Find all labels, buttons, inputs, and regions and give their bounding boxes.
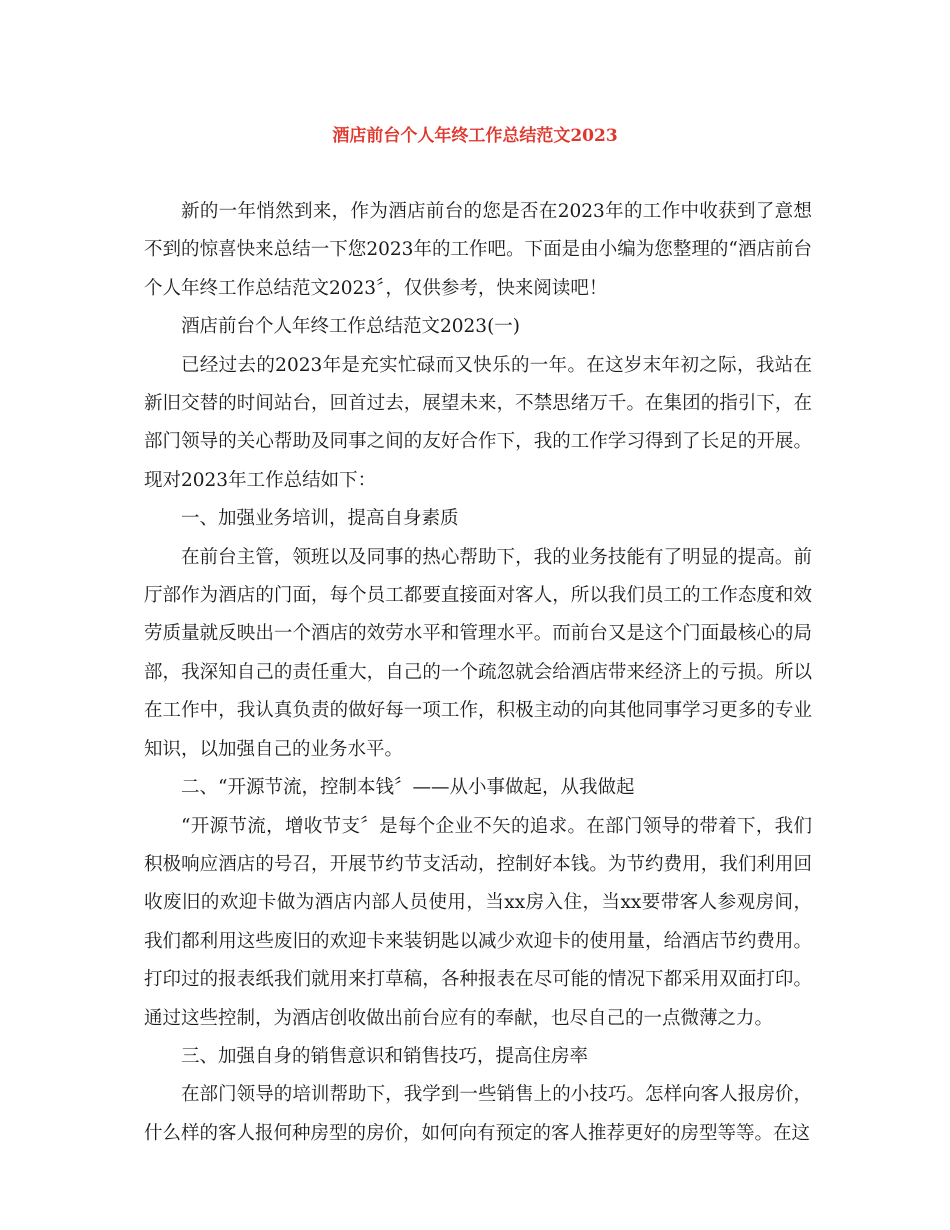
subsection-heading-3: 三、加强自身的销售意识和销售技巧，提高住房率: [181, 1045, 589, 1067]
body-paragraph: 已经过去的2023年是充实忙碌而又快乐的一年。在这岁末年初之际，我站在新旧交替的时间站台，回首过去，展望未来，不禁思绪万千。在集团的指引下，在部门领导的关心帮助及同事之间的友好合作下，我的工作学习得到了长足的开展。现对2023年工作总结如下：: [144, 354, 812, 491]
subsection-heading-1: 一、加强业务培训，提高自身素质: [181, 508, 459, 530]
document-title: 酒店前台个人年终工作总结范文2023: [332, 126, 618, 146]
body-paragraph: 在部门领导的培训帮助下，我学到一些销售上的小技巧。怎样向客人报房价，什么样的客人报何种房型的房价，如何向有预定的客人推荐更好的房型等等。在这: [144, 1084, 812, 1144]
document-body: [144, 193, 812, 1153]
intro-paragraph: 新的一年悄然到来，作为酒店前台的您是否在2023年的工作中收获到了意想不到的惊喜快来总结一下您2023年的工作吧。下面是由小编为您整理的“酒店前台个人年终工作总结范文2023〞，仅供参考，快来阅读吧！: [144, 201, 812, 299]
section-heading: 酒店前台个人年终工作总结范文2023(一): [181, 316, 521, 338]
body-paragraph: 在前台主管，领班以及同事的热心帮助下，我的业务技能有了明显的提高。前厅部作为酒店的门面，每个员工都要直接面对客人，所以我们员工的工作态度和效劳质量就反映出一个酒店的效劳水平和管理水平。而前台又是这个门面最核心的局部，我深知自己的责任重大，自己的一个疏忽就会给酒店带来经济上的亏损。所以在工作中，我认真负责的做好每一项工作，积极主动的向其他同事学习更多的专业知识，以加强自己的业务水平。: [144, 546, 812, 760]
subsection-heading-2: 二、“开源节流，控制本钱〞——从小事做起，从我做起: [181, 777, 635, 799]
body-paragraph: “开源节流，增收节支〞是每个企业不矢的追求。在部门领导的带着下，我们积极响应酒店的号召，开展节约节支活动，控制好本钱。为节约费用，我们利用回收废旧的欢迎卡做为酒店内部人员使用，当xx房入住，当xx要带客人参观房间，我们都利用这些废旧的欢迎卡来装钥匙以减少欢迎卡的使用量，给酒店节约费用。打印过的报表纸我们就用来打草稿，各种报表在尽可能的情况下都采用双面打印。通过这些控制，为酒店创收做出前台应有的奉献，也尽自己的一点微薄之力。: [144, 815, 812, 1029]
